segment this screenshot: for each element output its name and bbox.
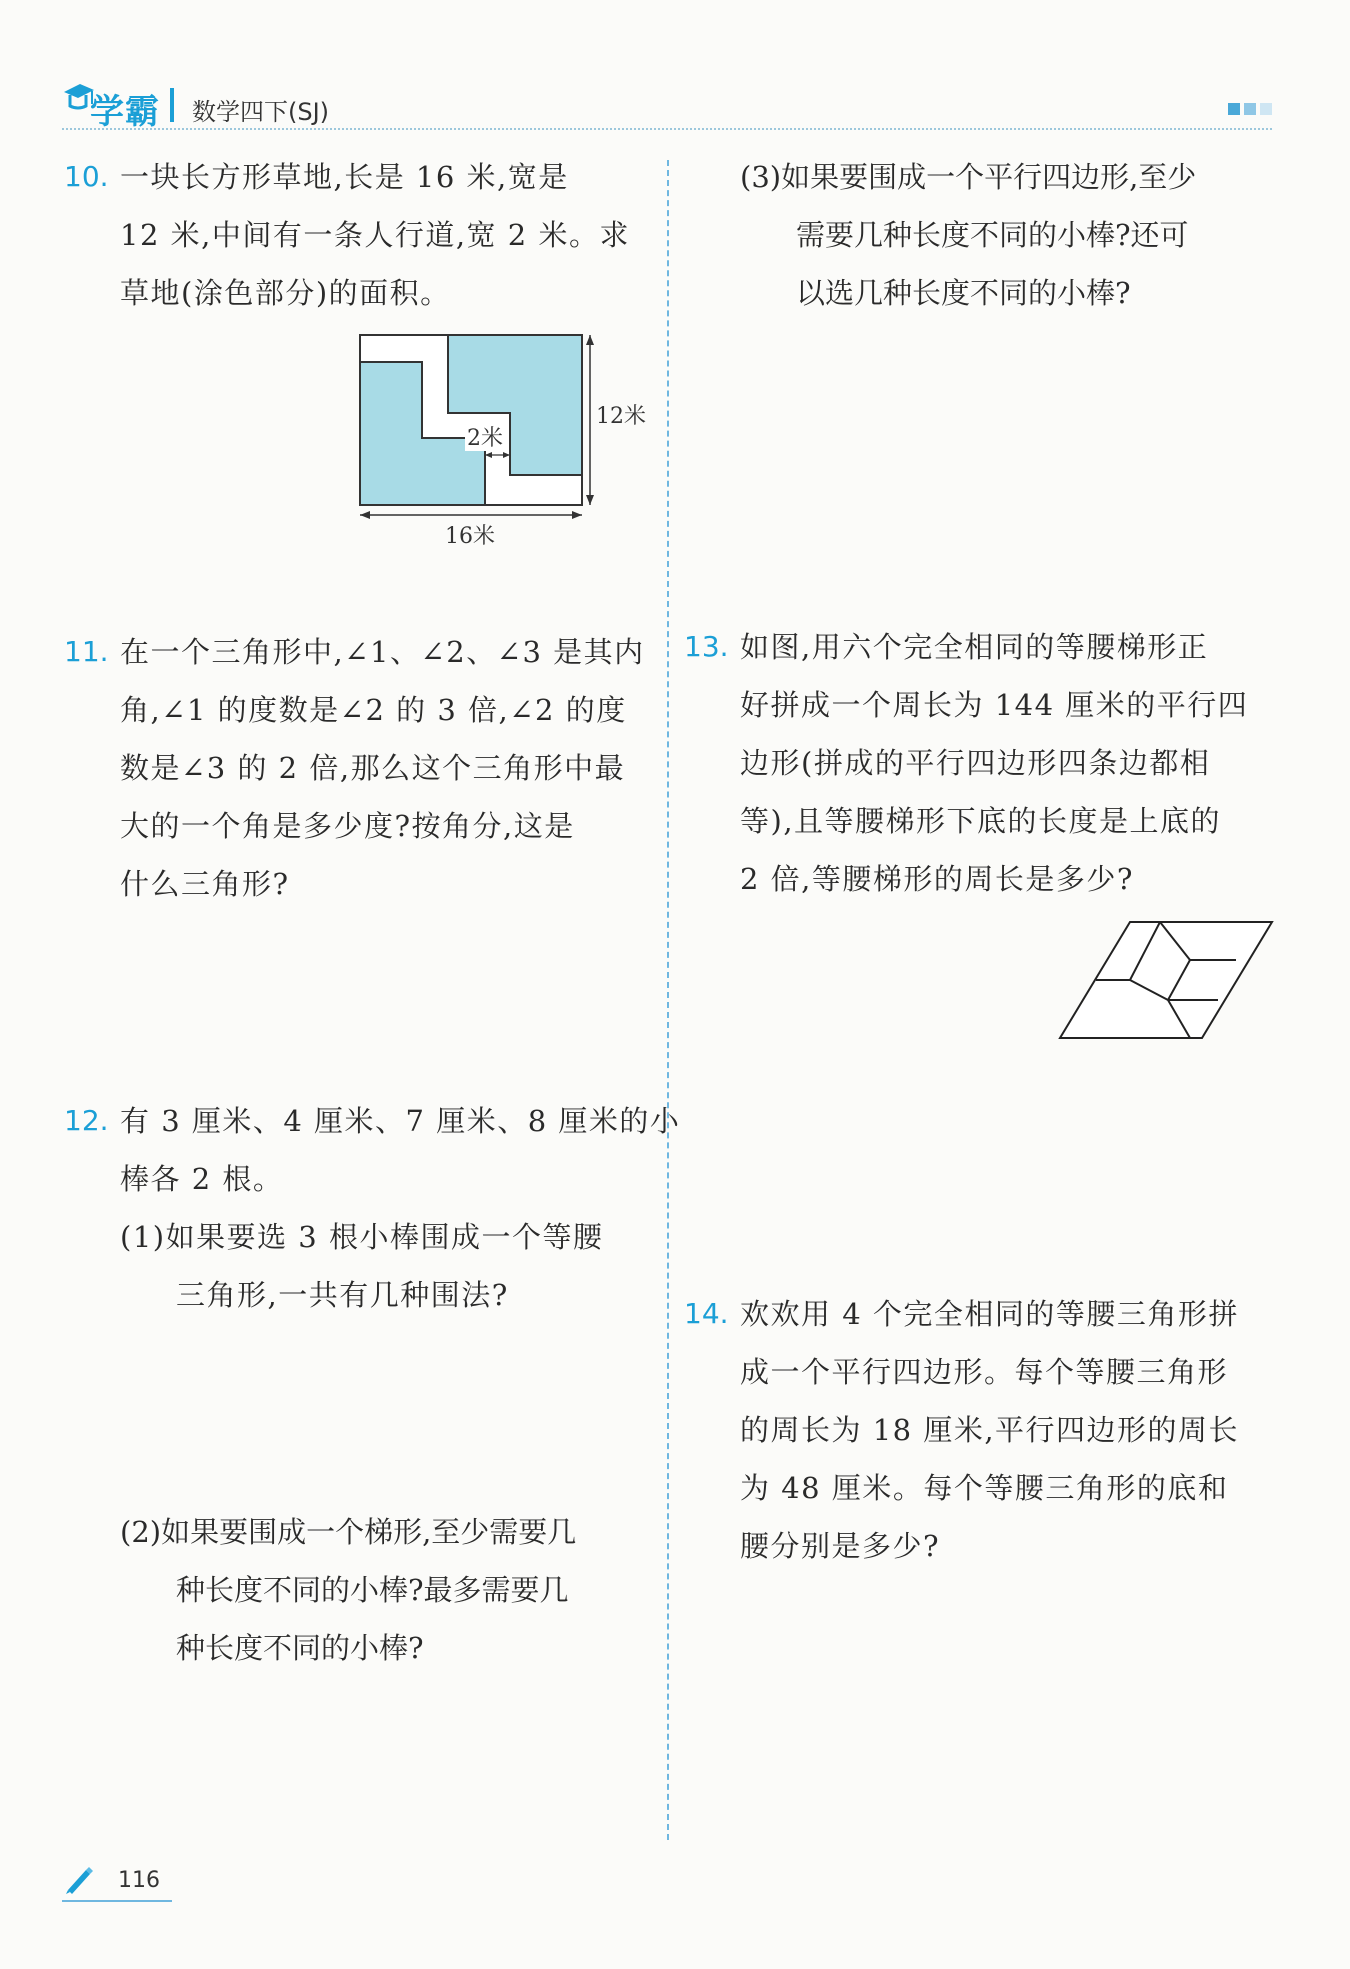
- problem-text-line: 的周长为 18 厘米,平行四边形的周长: [740, 1413, 1240, 1447]
- problem-12-part-2: [120, 1503, 660, 1677]
- problem-text-line: 在一个三角形中,∠1、∠2、∠3 是其内: [120, 635, 645, 669]
- problem-text-line: 为 48 厘米。每个等腰三角形的底和: [740, 1471, 1229, 1505]
- subquestion-3-line: 以选几种长度不同的小棒?: [796, 276, 1131, 310]
- problem-number: 13.: [684, 630, 729, 663]
- header-divider: [62, 128, 1272, 130]
- problem-text-line: 腰分别是多少?: [740, 1529, 941, 1563]
- brand-logo: 学霸: [90, 92, 160, 132]
- subquestion-3-line: (3)如果要围成一个平行四边形,至少: [740, 160, 1197, 194]
- problem-text-line: 大的一个角是多少度?按角分,这是: [120, 809, 575, 843]
- problem-text-line: 成一个平行四边形。每个等腰三角形: [740, 1355, 1229, 1389]
- problem-text-line: 棒各 2 根。: [120, 1162, 284, 1196]
- lawn-figure: [350, 325, 646, 550]
- subquestion-1-line: (1)如果要选 3 根小棒围成一个等腰: [120, 1220, 604, 1254]
- subquestion-3-line: 需要几种长度不同的小棒?还可: [796, 218, 1189, 252]
- problem-text-line: 草地(涂色部分)的面积。: [120, 276, 451, 310]
- column-divider: [667, 160, 669, 1840]
- problem-text-line: 一块长方形草地,长是 16 米,宽是: [120, 160, 569, 194]
- subquestion-2-line: 种长度不同的小棒?最多需要几: [176, 1573, 569, 1607]
- problem-text-line: 12 米,中间有一条人行道,宽 2 米。求: [120, 218, 630, 252]
- subquestion-2-line: (2)如果要围成一个梯形,至少需要几: [120, 1515, 577, 1549]
- problem-text-line: 2 倍,等腰梯形的周长是多少?: [740, 862, 1134, 896]
- problem-text-line: 如图,用六个完全相同的等腰梯形正: [740, 630, 1209, 664]
- problem-text-line: 等),且等腰梯形下底的长度是上底的: [740, 804, 1222, 838]
- problem-text-line: 有 3 厘米、4 厘米、7 厘米、8 厘米的小: [120, 1104, 681, 1138]
- page-number: 116: [118, 1868, 160, 1893]
- trapezoid-parallelogram-figure: [1060, 918, 1280, 1044]
- logo-separator: [170, 88, 174, 122]
- footer-underline: [62, 1900, 172, 1902]
- problem-text-line: 角,∠1 的度数是∠2 的 3 倍,∠2 的度: [120, 693, 627, 727]
- problem-text-line: 欢欢用 4 个完全相同的等腰三角形拼: [740, 1297, 1239, 1331]
- problem-text-line: 数是∠3 的 2 倍,那么这个三角形中最: [120, 751, 626, 785]
- problem-number: 12.: [64, 1104, 109, 1137]
- length-label: 16米: [445, 524, 495, 549]
- page-header: [62, 78, 1272, 130]
- problem-number: 10.: [64, 160, 109, 193]
- pencil-icon: [62, 1862, 96, 1896]
- problem-number: 14.: [684, 1297, 729, 1330]
- subquestion-1-line: 三角形,一共有几种围法?: [176, 1278, 509, 1312]
- problem-12-part-3: [740, 148, 1280, 322]
- problem-number: 11.: [64, 635, 109, 668]
- problem-text-line: 什么三角形?: [120, 867, 290, 901]
- path-label: 2米: [467, 426, 503, 451]
- book-title: 数学四下(SJ): [192, 98, 330, 126]
- problem-text-line: 好拼成一个周长为 144 厘米的平行四: [740, 688, 1249, 722]
- page-footer: [62, 1862, 172, 1902]
- problem-text-line: 边形(拼成的平行四边形四条边都相: [740, 746, 1211, 780]
- header-decoration: [1224, 100, 1272, 119]
- width-label: 12米: [596, 404, 646, 429]
- subquestion-2-line: 种长度不同的小棒?: [176, 1631, 424, 1665]
